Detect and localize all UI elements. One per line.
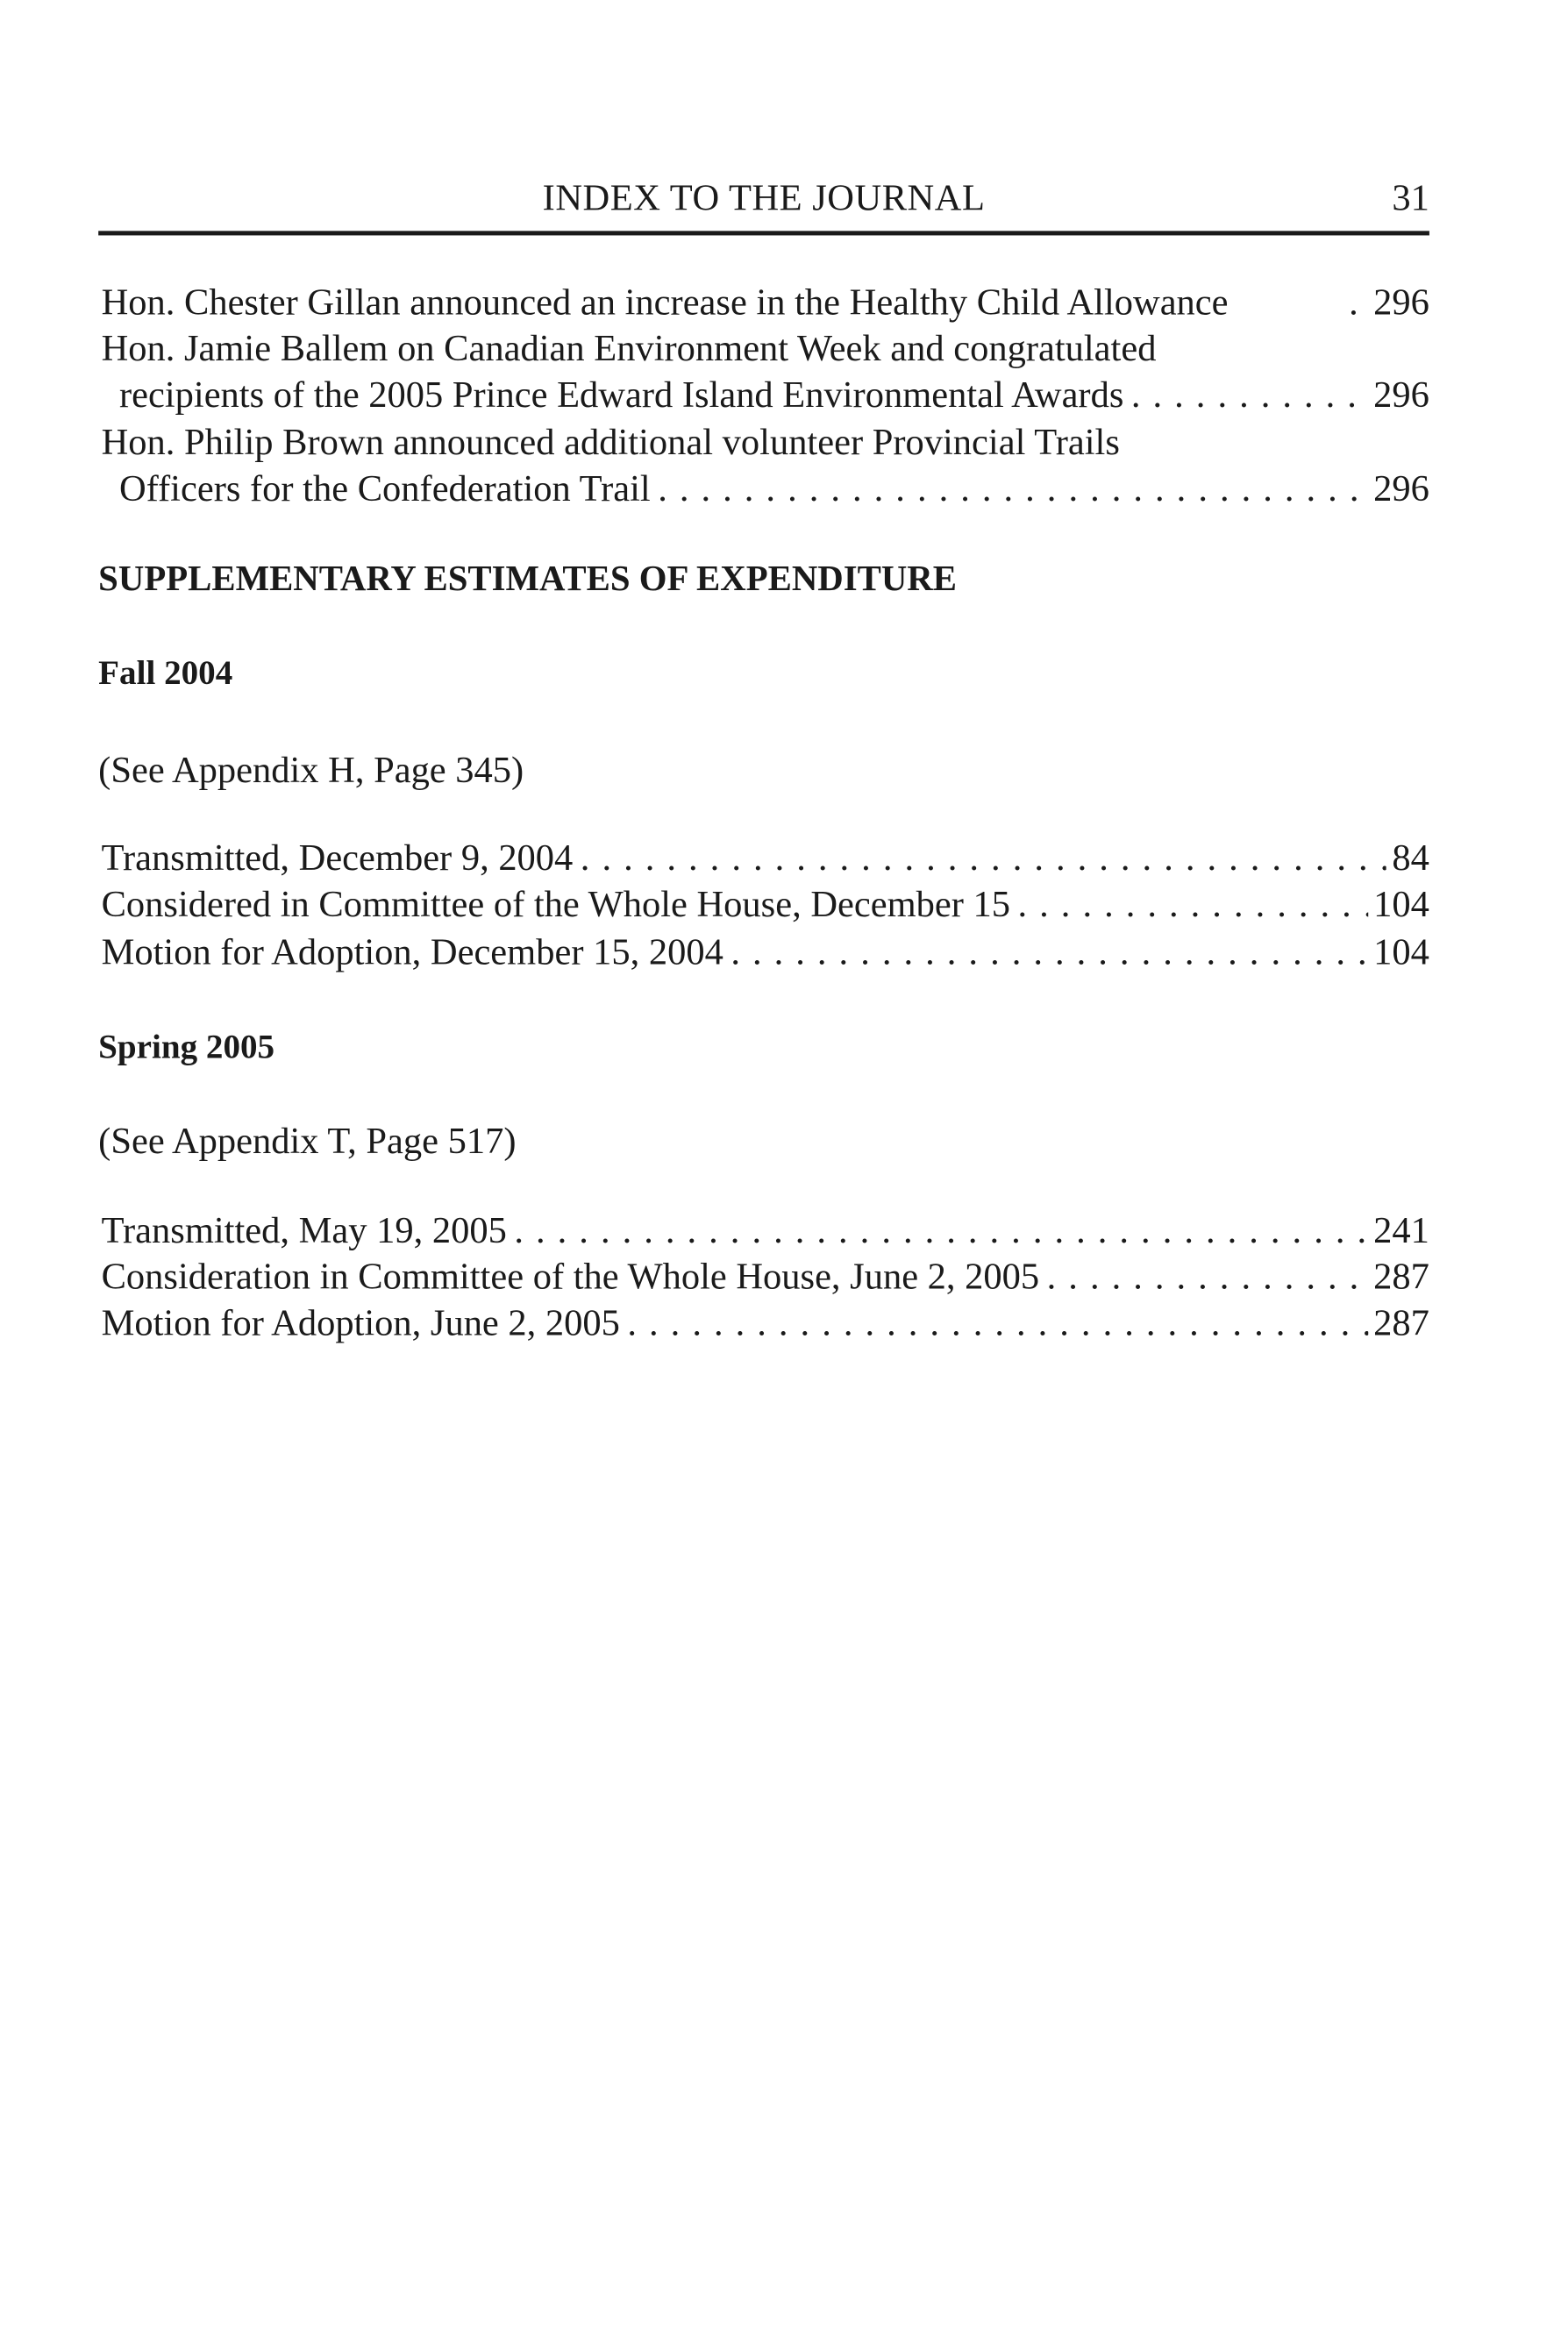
index-entry [102, 422, 1429, 466]
entry-text: Transmitted, May 19, 2005 [101, 1211, 507, 1252]
fall-subheading: Fall 2004 [98, 653, 233, 692]
index-entry [102, 884, 1429, 929]
entry-text: Considered in Committee of the Whole House, December 15 [101, 885, 1011, 926]
entry-page: 296 [1373, 469, 1429, 510]
index-entry [102, 328, 1429, 373]
index-entry [102, 1210, 1429, 1255]
entry-page: 287 [1373, 1303, 1429, 1344]
index-entry-continuation [119, 374, 1429, 418]
index-entry [102, 1302, 1429, 1347]
entry-leader [1010, 884, 1367, 929]
index-entry [102, 1256, 1429, 1300]
entry-text: Motion for Adoption, June 2, 2005 [101, 1303, 620, 1344]
fall-appendix-note: (See Appendix H, Page 345) [98, 751, 524, 792]
section-heading: SUPPLEMENTARY ESTIMATES OF EXPENDITURE [98, 559, 957, 599]
entry-page: 296 [1373, 282, 1429, 324]
entry-text: Transmitted, December 9, 2004 [101, 838, 574, 880]
entry-page: 296 [1373, 375, 1429, 417]
entry-leader [1123, 374, 1367, 418]
entry-leader [651, 467, 1368, 512]
page-header [98, 177, 1429, 235]
entry-text: recipients of the 2005 Prince Edward Island Environmental Awards [118, 375, 1124, 417]
entry-page: 287 [1373, 1257, 1429, 1298]
entry-page: 104 [1373, 885, 1429, 926]
spring-subheading: Spring 2005 [98, 1028, 275, 1065]
index-entry-continuation [119, 467, 1429, 512]
entry-text: Hon. Jamie Ballem on Canadian Environment Week and congratulated [101, 329, 1157, 370]
entry-leader [573, 837, 1386, 882]
index-entry [102, 931, 1429, 976]
entry-text: Hon. Philip Brown announced additional volunteer Provincial Trails [101, 423, 1120, 464]
page-title: INDEX TO THE JOURNAL [542, 178, 986, 219]
entry-leader [1039, 1256, 1367, 1300]
index-entry [102, 837, 1429, 882]
entry-leader: . [1349, 282, 1368, 324]
page-number: 31 [1392, 178, 1429, 219]
entry-text: Hon. Chester Gillan announced an increase in the Healthy Child Allowance [101, 282, 1229, 324]
entry-text: Officers for the Confederation Trail [118, 469, 651, 510]
entry-page: 84 [1392, 838, 1429, 880]
entry-page: 241 [1373, 1211, 1429, 1252]
index-entry [102, 281, 1429, 326]
entry-text: Motion for Adoption, December 15, 2004 [101, 932, 723, 973]
entry-leader [507, 1210, 1368, 1255]
entry-leader [723, 931, 1368, 976]
entry-leader [620, 1302, 1367, 1347]
entry-text: Consideration in Committee of the Whole House, June 2, 2005 [101, 1257, 1040, 1298]
spring-appendix-note: (See Appendix T, Page 517) [98, 1122, 517, 1163]
entry-page: 104 [1373, 932, 1429, 973]
